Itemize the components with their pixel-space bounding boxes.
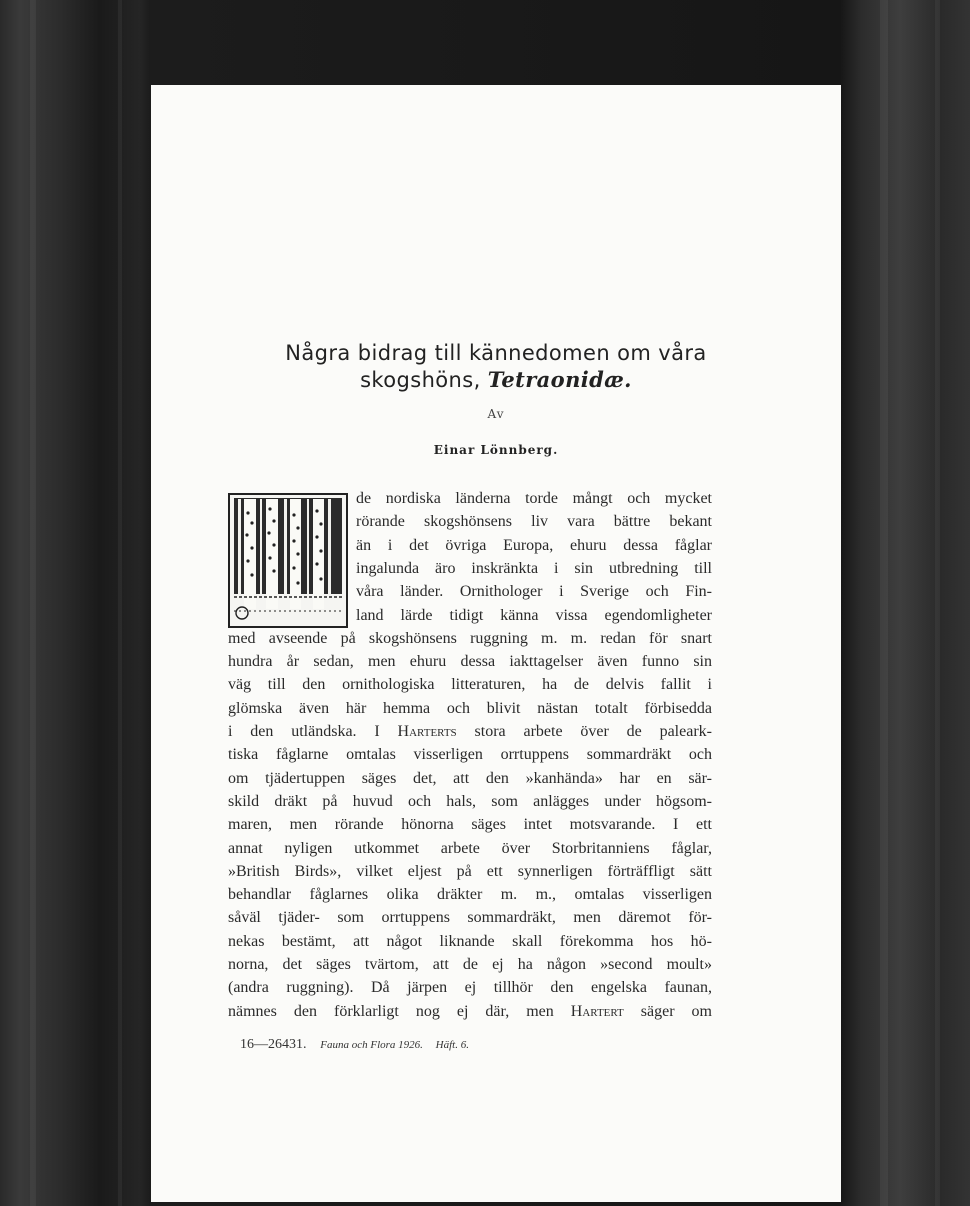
body-text-line: maren, men rörande hönorna säges intet motsvarande. I ett	[228, 816, 712, 834]
body-text-line: skild dräkt på huvud och hals, som anlägges under högsom-	[228, 792, 712, 810]
body-text-line: land lärde tidigt känna vissa egendomligheter	[356, 606, 712, 624]
scan-stripe	[935, 0, 940, 1206]
body-text-line: såväl tjäder- som orrtuppens sommardräkt, men däremot för-	[228, 909, 712, 927]
body-text-line: glömska även här hemma och blivit nästan totalt förbisedda	[228, 699, 712, 717]
body-text-line: nämnes den förklarligt nog ej där, men Hartert säger om	[228, 1002, 712, 1020]
page-footer	[240, 1037, 469, 1053]
body-text-line: våra länder. Ornithologer i Sverige och Fin-	[356, 583, 712, 601]
journal-name: Fauna och Flora 1926.	[320, 1039, 423, 1051]
body-text-line: ingalunda äro inskränkta i sin utbredning till	[356, 559, 712, 577]
body-text-line: i den utländska. I Harterts stora arbete över de paleark-	[228, 723, 712, 740]
body-text-line: rörande skogshönsens liv vara bättre bekant	[356, 513, 712, 531]
body-text-line: med avseende på skogshönsens ruggning m. m. redan för snart	[228, 629, 712, 647]
body-text-line: tiska fåglarne omtalas visserligen orrtuppens sommardräkt och	[228, 746, 712, 764]
body-text-line: om tjädertuppen säges det, att den »kanhända» har en sär-	[228, 769, 712, 787]
byline: Av	[487, 407, 505, 421]
body-text-line: de nordiska länderna torde mångt och mycket	[356, 490, 712, 507]
body-text-line: nekas bestämt, att något liknande skall förekomma hos hö-	[228, 932, 712, 950]
forest-trees-initial-illustration-icon	[228, 493, 348, 628]
body-text-line: än i det övriga Europa, ehuru dessa fåglar	[356, 536, 712, 554]
title-prefix: skogshöns,	[360, 368, 488, 392]
article-title-line-2	[151, 367, 841, 392]
body-text-line: annat nyligen utkommet arbete över Storbritanniens fåglar,	[228, 839, 712, 857]
body-text-line: hundra år sedan, men ehuru dessa iakttagelser även funno sin	[228, 653, 712, 671]
article-title-line-1: Några bidrag till kännedomen om våra	[285, 341, 707, 365]
body-text-line: (andra ruggning). Då järpen ej tillhör den engelska faunan,	[228, 979, 712, 997]
issue-number: Häft. 6.	[435, 1039, 469, 1051]
scan-stripe	[30, 0, 36, 1206]
body-text-line: norna, det säges tvärtom, att de ej ha någon »second moult»	[228, 956, 712, 973]
body-text-line: »British Birds», vilket eljest på ett synnerligen förträffligt sätt	[228, 862, 712, 880]
scan-stripe	[118, 0, 122, 1206]
printing-signature: 16—26431.	[240, 1037, 307, 1052]
title-taxon: Tetraonidæ.	[487, 367, 632, 392]
scan-stripe	[880, 0, 888, 1206]
page-sheet	[151, 85, 841, 1202]
body-text-line: väg till den ornithologiska litteraturen, ha de delvis fallit i	[228, 676, 712, 694]
body-text-line: behandlar fåglarnes olika dräkter m. m., omtalas visserligen	[228, 886, 712, 904]
author-name: Einar Lönnberg.	[433, 443, 559, 457]
